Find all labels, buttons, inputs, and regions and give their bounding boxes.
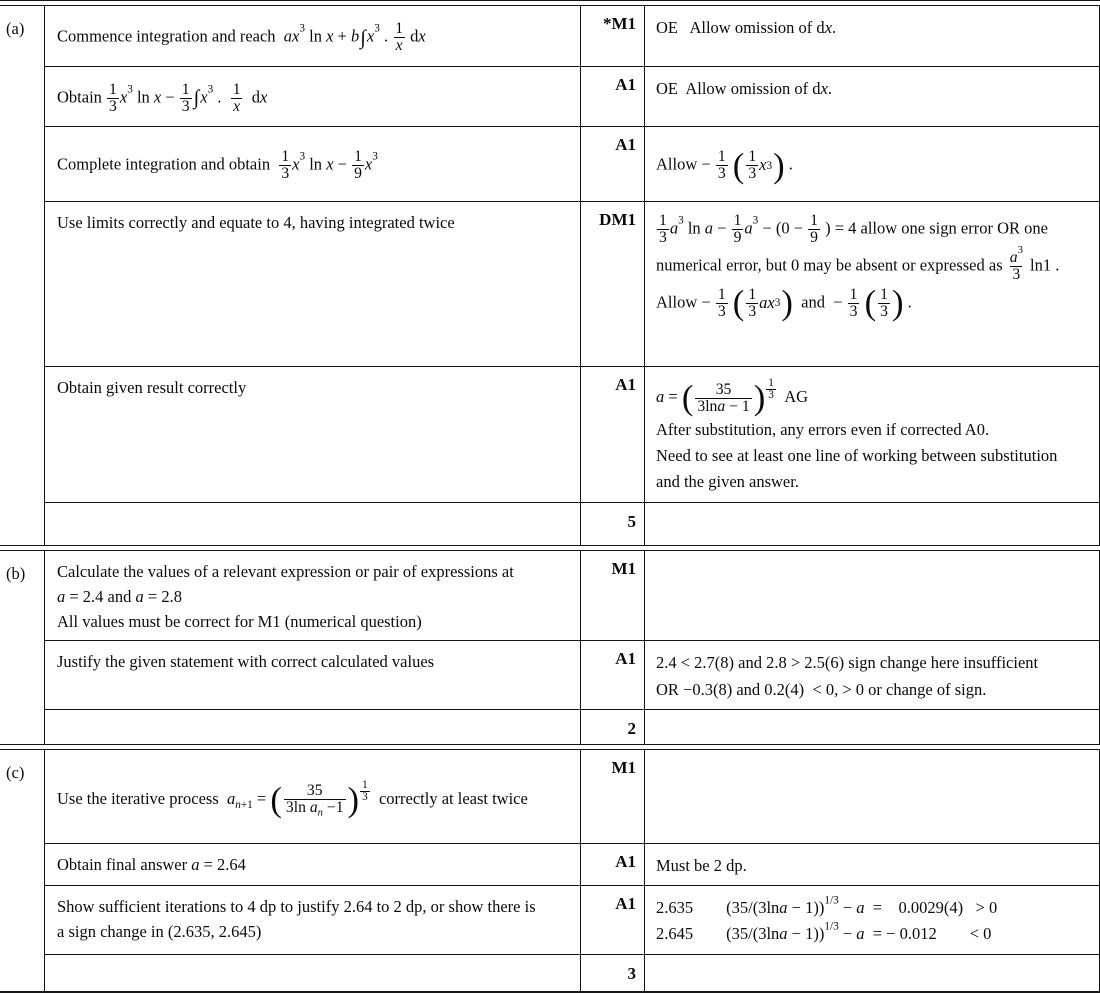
mark-cell: A1 [581, 67, 645, 126]
section-b [0, 551, 1100, 744]
guidance-cell [645, 503, 1099, 545]
section-c [0, 750, 1100, 991]
desc-cell: Obtain given result correctly [45, 367, 581, 502]
table-row [45, 885, 1099, 954]
mark-cell: M1 [581, 551, 645, 641]
mark-cell: *M1 [581, 6, 645, 66]
guidance-cell: a = ( $\frac{35}{3\ln a - 1}$ ) $^{\frac{1}{3}}$ AG After substitution, any errors even if corrected A0. Need to see at least one line of working between substitution and the given answer. [656, 377, 1058, 492]
total-row [45, 502, 1099, 545]
desc-cell: Complete integration and obtain $\frac{1}{3}$ $x^3$ ln x − $\frac{1}{9}$ $x^3$ [45, 127, 581, 201]
guidance-cell: 2.4 < 2.7(8) and 2.8 > 2.5(6) sign change here insufficient OR −0.3(8) and 0.2(4) < 0, > 0 or change of sign. [656, 653, 1039, 699]
table-row [45, 750, 1099, 843]
section-c-rows [45, 750, 1100, 991]
table-row [45, 6, 1099, 66]
desc-cell: Show sufficient iterations to 4 dp to justify 2.64 to 2 dp, or show there is a sign change in (2.635, 2.645) [45, 886, 581, 954]
bottom-rule [0, 991, 1100, 994]
mark-cell: A1 [581, 844, 645, 885]
total-marks: 2 [581, 710, 645, 744]
guidance-cell: Must be 2 dp. [656, 855, 747, 875]
table-row [45, 843, 1099, 885]
guidance-cell: OE Allow omission of dx. [656, 18, 837, 37]
guidance-cell: $\frac{1}{3}$ $a^3$ ln a − $\frac{1}{9}$ $a^3 - (0$ − $\frac{1}{9}$ ) = 4 allow one sign error OR one numerical error, but 0 may be absent or expressed as $\frac{a^3}{3}$ ln1 . Allow − $\frac{1}{3}$ ( $\frac{1}{3}$ ax 3 ) and − $\frac{1}{3}$ ( $\frac{1}{3}$ ) . [656, 212, 1060, 323]
desc-cell [45, 710, 581, 744]
mark-cell: A1 [581, 127, 645, 201]
desc-cell [45, 503, 581, 545]
part-label: (a) [0, 6, 45, 545]
guidance-cell [645, 750, 1099, 843]
section-b-rows [45, 551, 1100, 744]
table-row [45, 551, 1099, 641]
desc-cell: Use limits correctly and equate to 4, having integrated twice [45, 202, 581, 366]
part-label: (c) [0, 750, 45, 991]
table-row [45, 640, 1099, 709]
mark-cell: A1 [581, 367, 645, 502]
table-row [45, 66, 1099, 126]
total-row [45, 954, 1099, 991]
mark-cell: A1 [581, 886, 645, 954]
guidance-cell [645, 551, 1099, 641]
guidance-cell: OE Allow omission of dx. [656, 79, 833, 98]
mark-cell: A1 [581, 641, 645, 709]
desc-cell [45, 955, 581, 991]
section-a-rows [45, 6, 1100, 545]
total-row [45, 709, 1099, 744]
guidance-cell [645, 710, 1099, 744]
desc-cell: Obtain final answer a = 2.64 [45, 844, 581, 885]
table-row [45, 201, 1099, 366]
section-a [0, 6, 1100, 545]
desc-cell: Use the iterative process $a_{n+1}$ = ( $\frac{35}{3\ln a_n -1}$ ) $^{\frac{1}{3}}$ correctly at least twice [45, 750, 581, 843]
total-marks: 3 [581, 955, 645, 991]
desc-cell: Obtain $\frac{1}{3}$ $x^3$ ln x − $\frac{1}{3}$ $\int x^3$ . $\frac{1}{x}$ dx [45, 67, 581, 126]
part-label: (b) [0, 551, 45, 744]
mark-cell: M1 [581, 750, 645, 843]
desc-cell: Commence integration and reach $ax^3$ $\ln x + b\int x^3$ . $\frac{1}{x}$ dx [45, 6, 581, 66]
mark-cell: DM1 [581, 202, 645, 366]
guidance-cell: 2.635 $(35/(3\ln a - 1))^{1/3} - a$ = 0.0029(4) > 0 2.645 $(35/(3\ln a - 1))^{1/3} - a$ = − 0.012 < 0 [656, 894, 998, 944]
desc-cell: Calculate the values of a relevant expression or pair of expressions at a = 2.4 and a = 2.8 All values must be correct for M1 (numerical question) [45, 551, 581, 641]
desc-cell: Justify the given statement with correct calculated values [45, 641, 581, 709]
guidance-cell [645, 955, 1099, 991]
table-row [45, 366, 1099, 502]
table-row [45, 126, 1099, 201]
total-marks: 5 [581, 503, 645, 545]
guidance-cell: Allow − $\frac{1}{3}$ ( $\frac{1}{3}$ x 3 ) . [656, 146, 793, 185]
